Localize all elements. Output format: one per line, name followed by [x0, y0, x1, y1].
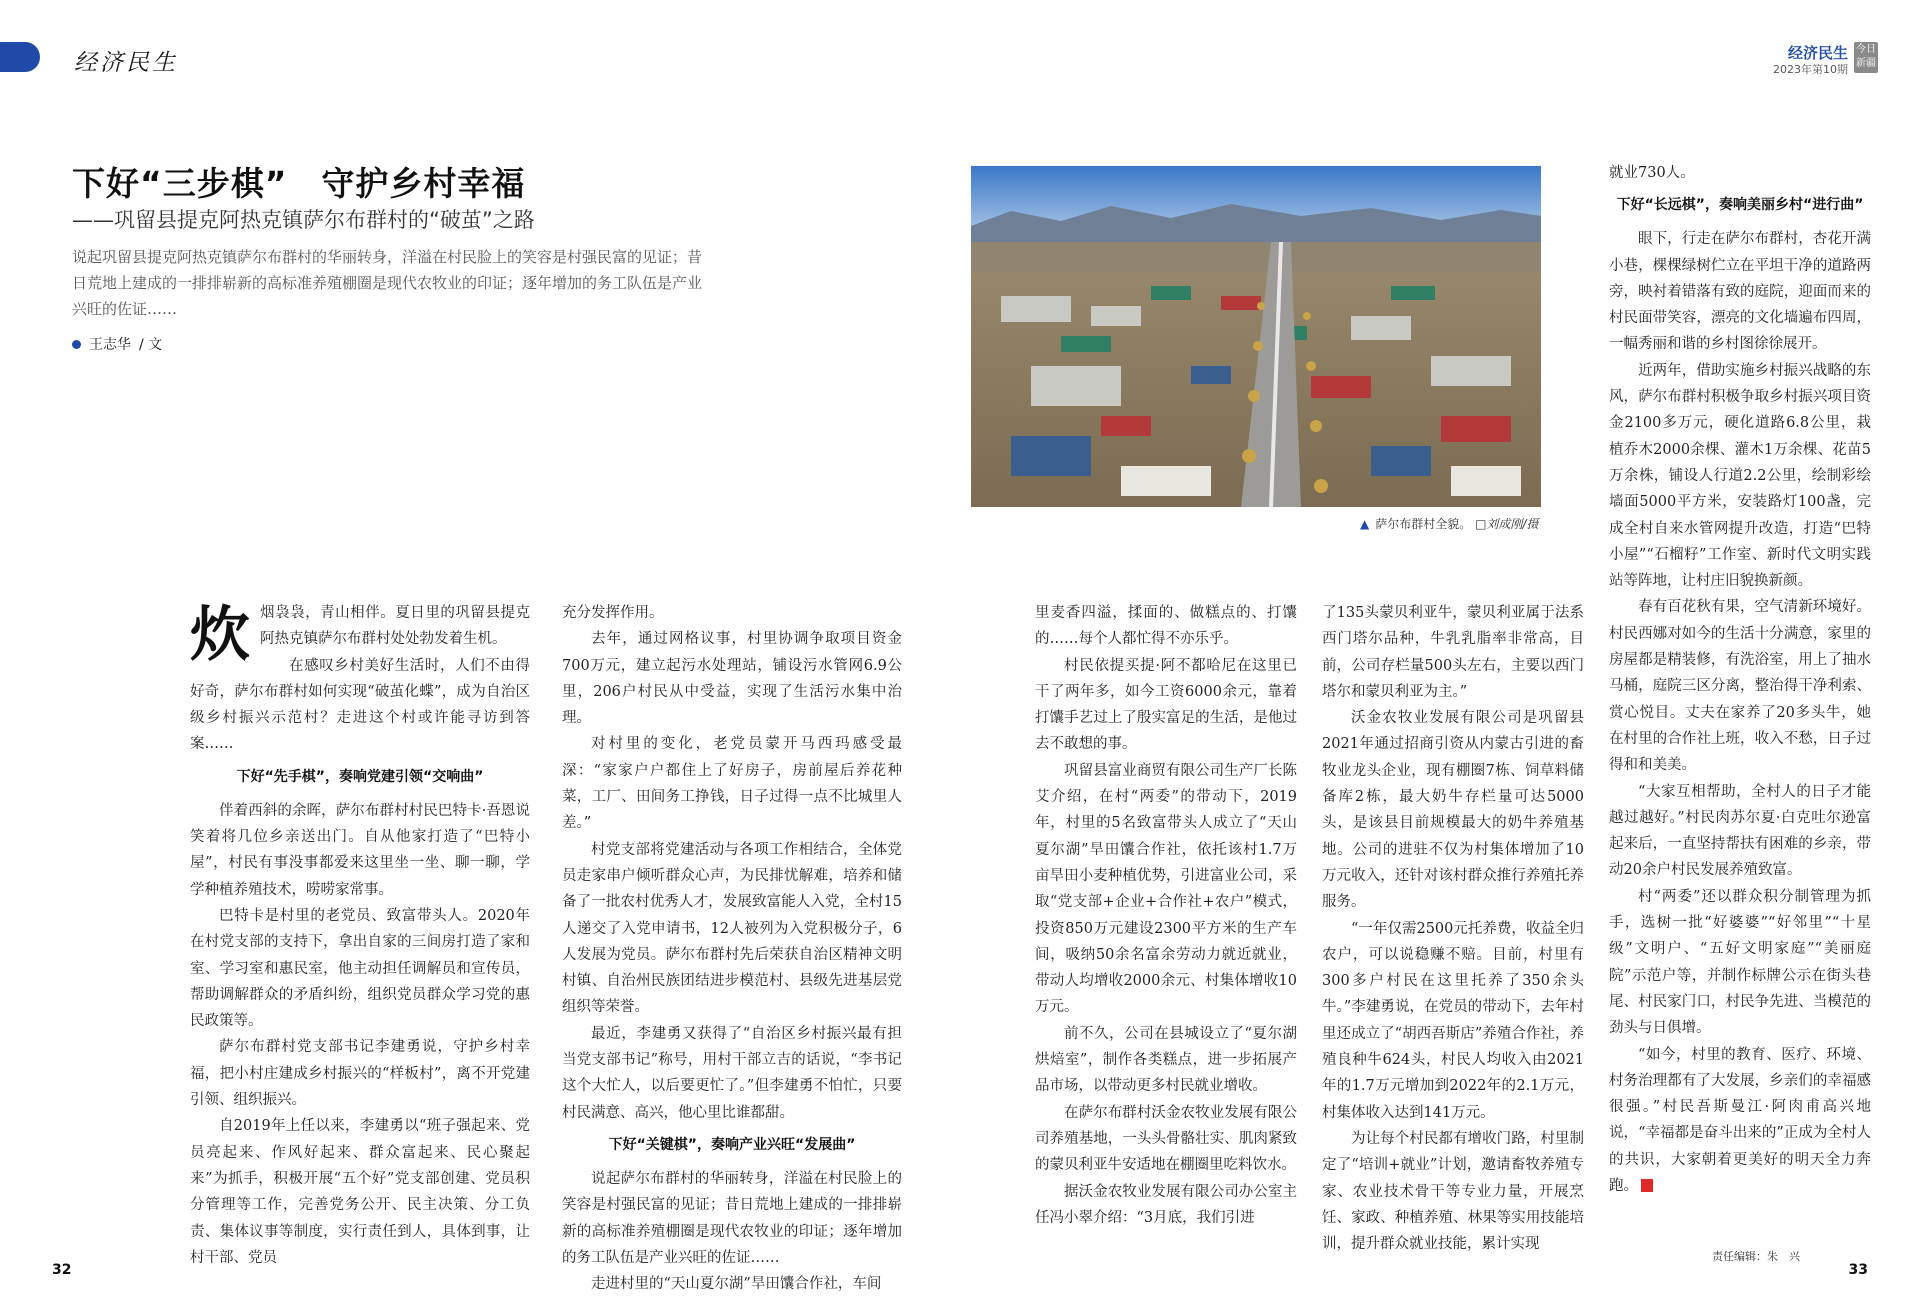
responsible-editor: 责任编辑：朱 兴 — [1712, 1250, 1800, 1263]
caption-triangle-icon: ▲ — [1360, 517, 1370, 531]
author-name: 王志华 — [89, 337, 131, 353]
article-end-mark-icon — [1641, 1179, 1653, 1192]
text-column-4 — [1322, 600, 1584, 1262]
author-suffix: / 文 — [139, 337, 163, 353]
drop-cap: 炊 — [190, 600, 250, 670]
paragraph: 最近，李建勇又获得了“自治区乡村振兴最有担当党支部书记”称号，用村干部立吉的话说，“李书记这个大忙人，以后要更忙了。”但李建勇不怕忙，只要村民满意、高兴，他心里比谁都甜。 — [562, 1025, 902, 1121]
page-number-right: 33 — [1848, 1262, 1868, 1278]
magazine-name: 经济民生 — [1787, 44, 1848, 62]
issue-number: 2023年第10期 — [1773, 63, 1848, 76]
paragraph: 就业730人。 — [1609, 165, 1695, 181]
article-subtitle: ——巩留县提克阿热克镇萨尔布群村的“破茧”之路 — [72, 208, 535, 232]
article-intro: 说起巩留县提克阿热克镇萨尔布群村的华丽转身，洋溢在村民脸上的笑容是村强民富的见证；昔日荒地上建成的一排排崭新的高标准养殖棚圈是现代农牧业的印证；逐年增加的务工队伍是产业兴旺的佐证…… — [72, 248, 703, 318]
paragraph: 萨尔布群村党支部书记李建勇说，守护乡村幸福，把小村庄建成乡村振兴的“样板村”，离不开党建引领、组织振兴。 — [190, 1039, 530, 1109]
paragraph: 充分发挥作用。 — [562, 605, 664, 621]
village-aerial-illustration — [971, 166, 1541, 507]
paragraph: 村“两委”还以群众积分制管理为抓手，选树一批“好婆婆”“好邻里”“十星级”文明户、“五好文明家庭”“美丽庭院”示范户等，并制作标牌公示在街头巷尾、村民家门口，村民争先进、当模范的劲头与日俱增。 — [1609, 888, 1871, 1037]
paragraph: 对村里的变化，老党员蒙开马西玛感受最深：“家家户户都住上了好房子，房前屋后养花种菜，工厂、田间务工挣钱，日子过得一点不比城里人差。” — [562, 736, 902, 832]
article-title: 下好“三步棋” 守护乡村幸福 — [72, 164, 526, 203]
text-column-5 — [1609, 160, 1871, 1250]
paragraph: 据沃金农牧业发展有限公司办公室主任冯小翠介绍：“3月底，我们引进 — [1035, 1183, 1297, 1226]
paragraph: 在萨尔布群村沃金农牧业发展有限公司养殖基地，一头头骨骼壮实、肌肉紧致的蒙贝利亚牛安适地在棚圈里吃料饮水。 — [1035, 1104, 1297, 1174]
paragraph: 说起萨尔布群村的华丽转身，洋溢在村民脸上的笑容是村强民富的见证；昔日荒地上建成的一排排崭新的高标准养殖棚圈是现代农牧业的印证；逐年增加的务工队伍是产业兴旺的佐证…… — [562, 1170, 902, 1266]
text-column-2 — [562, 600, 902, 1293]
village-aerial-photo — [971, 166, 1541, 507]
paragraph: “一年仅需2500元托养费，收益全归农户，可以说稳赚不赔。目前，村里有300多户村民在这里托养了350余头牛。”李建勇说，在党员的带动下，去年村里还成立了“胡西吾斯店”养殖合作社，养殖良种牛624头，村民人均收入由2021年的1.7万元增加到2022年的2.1万元，村集体收入达到141万元。 — [1322, 920, 1584, 1121]
photo-caption — [1360, 515, 1538, 532]
magazine-masthead — [1773, 42, 1878, 77]
paragraph: 去年，通过网格议事，村里协调争取项目资金700万元，建立起污水处理站，铺设污水管网6.9公里，206户村民从中受益，实现了生活污水集中治理。 — [562, 631, 902, 727]
magazine-logo: 今日新疆 — [1854, 42, 1878, 73]
paragraph: 巩留县富业商贸有限公司生产厂长陈艾介绍，在村“两委”的带动下，2019年，村里的5名致富带头人成立了“天山夏尔湖”旱田馕合作社，依托该村1.7万亩旱田小麦种植优势，引进富业公司，采取“党支部+企业+合作社+农户”模式，投资850万元建设2300平方米的生产车间，吸纳50余名富余劳动力就近就业，带动人均增收2000余元、村集体增收10万元。 — [1035, 762, 1297, 1016]
paragraph: 前不久，公司在县城设立了“夏尔湖烘焙室”，制作各类糕点，进一步拓展产品市场，以带动更多村民就业增收。 — [1035, 1025, 1297, 1095]
paragraph: 村党支部将党建活动与各项工作相结合，全体党员走家串户倾听群众心声，为民排忧解难，培养和储备了一批农村优秀人才，发展致富能人入党，全村15人递交了入党申请书，12人被列为入党积极分子，6人发展为党员。萨尔布群村先后荣获自治区精神文明村镇、自治州民族团结进步模范村、县级先进基层党组织等荣誉。 — [562, 841, 902, 1016]
section-title: 经济民生 — [74, 50, 178, 76]
photo-credit: □刘成刚/摄 — [1475, 517, 1539, 531]
paragraph — [1609, 1042, 1871, 1200]
paragraph: 春有百花秋有果，空气清新环境好。村民西娜对如今的生活十分满意，家里的房屋都是精装修，有洗浴室，用上了抽水马桶，庭院三区分离，整治得干净利索、赏心悦目。丈夫在家养了20多头牛，她在村里的合作社上班，收入不愁，日子过得和和美美。 — [1609, 599, 1871, 774]
byline — [72, 334, 162, 354]
text-column-3 — [1035, 600, 1297, 1262]
paragraph: 走进村里的“天山夏尔湖”旱田馕合作社，车间 — [591, 1276, 882, 1293]
paragraph: 巴特卡是村里的老党员、致富带头人。2020年在村党支部的支持下，拿出自家的三间房打造了家和室、学习室和惠民室，他主动担任调解员和宣传员，帮助调解群众的矛盾纠纷，组织党员群众学习党的惠民政策等。 — [190, 907, 530, 1030]
paragraph: 自2019年上任以来，李建勇以“班子强起来、党员亮起来、作风好起来、群众富起来、民心聚起来”为抓手，积极开展“五个好”党支部创建、党员积分管理等工作，完善党务公开、民主决策、分工负责、集体议事等制度，实行责任到人，具体到事，让村干部、党员 — [190, 1118, 530, 1266]
paragraph: “大家互相帮助，全村人的日子才能越过越好。”村民肉苏尔夏·白克吐尔逊富起来后，一直坚持帮扶有困难的乡亲，带动20余户村民发展养殖致富。 — [1609, 783, 1871, 879]
bullet-dot-icon — [72, 340, 81, 349]
section-heading: 下好“长远棋”，奏响美丽乡村“进行曲” — [1616, 197, 1864, 214]
page-number-left: 32 — [52, 1262, 72, 1278]
text-column-1 — [190, 600, 530, 1266]
paragraph: 村民依提买提·阿不都哈尼在这里已干了两年多，如今工资6000余元，靠着打馕手艺过上了殷实富足的生活，是他过去不敢想的事。 — [1035, 657, 1297, 753]
paragraph: 为让每个村民都有增收门路，村里制定了“培训+就业”计划，邀请畜牧养殖专家、农业技术骨干等专业力量，开展烹饪、家政、种植养殖、林果等实用技能培训，提升群众就业技能，累计实现 — [1322, 1130, 1584, 1253]
paragraph-text: “如今，村里的教育、医疗、环境、村务治理都有了大发展，乡亲们的幸福感很强。”村民吾斯曼江·阿肉甫高兴地说，“幸福都是奋斗出来的”正成为全村人的共识，大家朝着更美好的明天全力奔跑。 — [1609, 1046, 1871, 1194]
paragraph: 近两年，借助实施乡村振兴战略的东风，萨尔布群村积极争取乡村振兴项目资金2100多万元，硬化道路6.8公里，栽植乔木2000余棵、灌木1万余棵、花苗5万余株，铺设人行道2.2公里，绘制彩绘墙面5000平方米，安装路灯100盏，完成全村自来水管网提升改造，打造“巴特小屋”“石榴籽”工作室、新时代文明实践站等阵地，让村庄旧貌换新颜。 — [1609, 362, 1871, 590]
paragraph: 沃金农牧业发展有限公司是巩留县2021年通过招商引资从内蒙古引进的畜牧业龙头企业，现有棚圈7栋、饲草料储备库2栋，最大奶牛存栏量可达5000头，是该县目前规模最大的奶牛养殖基地。公司的进驻不仅为村集体增加了10万元收入，还针对该村群众推行养殖托养服务。 — [1322, 710, 1584, 911]
section-heading: 下好“关键棋”，奏响产业兴旺“发展曲” — [608, 1136, 856, 1153]
caption-text: 萨尔布群村全貌。 — [1375, 517, 1472, 531]
section-tab-marker — [0, 42, 40, 72]
paragraph: 烟袅袅，青山相伴。夏日里的巩留县提克阿热克镇萨尔布群村处处勃发着生机。 — [260, 605, 530, 648]
paragraph: 伴着西斜的余晖，萨尔布群村村民巴特卡·吾恩说笑着将几位乡亲送出门。自从他家打造了“巴特小屋”，村民有事没事都爱来这里坐一坐、聊一聊，学学种植养殖技术，唠唠家常事。 — [190, 802, 530, 898]
paragraph: 眼下，行走在萨尔布群村，杏花开满小巷，棵棵绿树伫立在平坦干净的道路两旁，映衬着错落有致的庭院，迎面而来的村民面带笑容，漂亮的文化墙遍布四周，一幅秀丽和谐的乡村图徐徐展开。 — [1609, 231, 1871, 353]
paragraph: 了135头蒙贝利亚牛，蒙贝利亚属于法系西门塔尔品种，牛乳乳脂率非常高，目前，公司存栏量500头左右，主要以西门塔尔和蒙贝利亚为主。” — [1322, 605, 1584, 700]
paragraph: 在感叹乡村美好生活时，人们不由得好奇，萨尔布群村如何实现“破茧化蝶”，成为自治区级乡村振兴示范村？走进这个村或许能寻访到答案…… — [190, 657, 530, 753]
section-heading: 下好“先手棋”，奏响党建引领“交响曲” — [236, 768, 484, 785]
paragraph: 里麦香四溢，揉面的、做糕点的、打馕的……每个人都忙得不亦乐乎。 — [1035, 605, 1297, 648]
